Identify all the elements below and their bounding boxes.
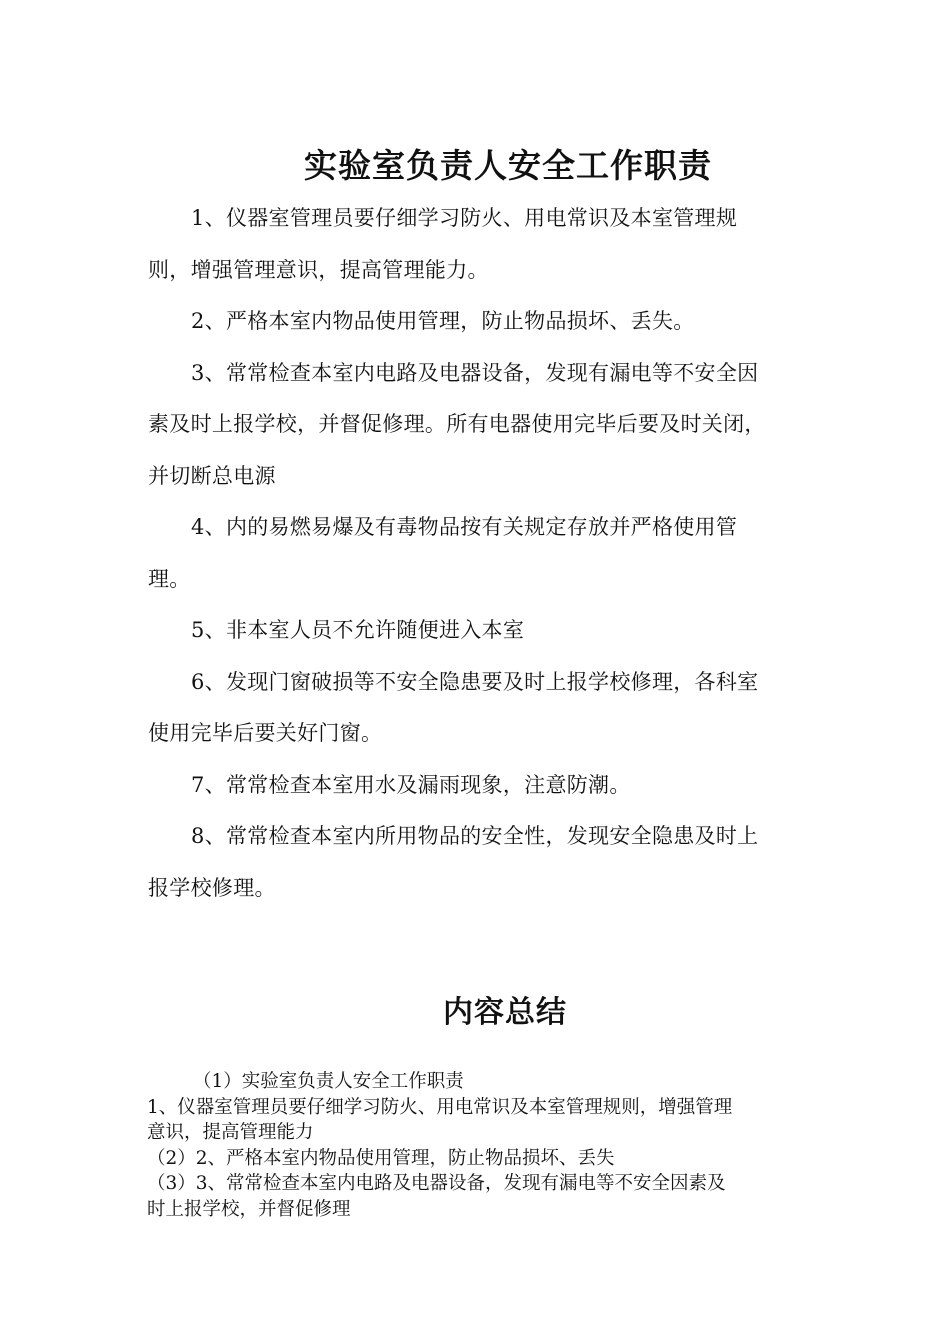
duty-paragraph (148, 348, 798, 503)
paragraph-line: 5、非本室人员不允许随便进入本室 (191, 618, 525, 642)
duty-paragraph (148, 811, 798, 914)
paragraph-line: 7、常常检查本室用水及漏雨现象，注意防潮。 (191, 772, 631, 797)
paragraph-line: 3、常常检查本室内电路及电器设备，发现有漏电等不安全因 (191, 360, 759, 385)
paragraph-line: 并切断总电源 (148, 463, 276, 488)
paragraph-line: 理。 (148, 566, 191, 591)
paragraph-line: 2、严格本室内物品使用管理，防止物品损坏、丢失。 (191, 309, 695, 333)
duty-paragraph (148, 760, 798, 812)
duty-paragraph (148, 657, 798, 760)
duty-paragraph (148, 193, 798, 296)
duty-paragraph (148, 296, 798, 348)
summary-line: 时上报学校，并督促修理 (147, 1198, 351, 1220)
summary-line: 1、仪器室管理员要仔细学习防火、用电常识及本室管理规则，增强管理 (147, 1096, 733, 1118)
summary-title: 内容总结 (443, 994, 567, 1030)
summary-line: 意识，提高管理能力 (147, 1122, 314, 1143)
duty-paragraph (148, 502, 798, 605)
summary-line: （3）3、常常检查本室内电路及电器设备，发现有漏电等不安全因素及 (147, 1173, 726, 1194)
document-title: 实验室负责人安全工作职责 (304, 146, 712, 186)
paragraph-line: 6、发现门窗破损等不安全隐患要及时上报学校修理，各科室 (191, 669, 759, 694)
paragraph-line: 则，增强管理意识，提高管理能力。 (148, 257, 489, 282)
paragraph-line: 素及时上报学校，并督促修理。所有电器使用完毕后要及时关闭， (148, 412, 766, 436)
paragraph-line: 报学校修理。 (148, 875, 276, 900)
paragraph-line: 8、常常检查本室内所用物品的安全性，发现安全隐患及时上 (191, 824, 759, 848)
summary-body (147, 1069, 807, 1222)
paragraph-line: 4、内的易燃易爆及有毒物品按有关规定存放并严格使用管 (191, 515, 738, 539)
duties-list (148, 193, 798, 914)
summary-line: （1）实验室负责人安全工作职责 (193, 1071, 464, 1092)
duty-paragraph (148, 605, 798, 657)
paragraph-line: 使用完毕后要关好门窗。 (148, 721, 383, 745)
paragraph-line: 1、仪器室管理员要仔细学习防火、用电常识及本室管理规 (191, 206, 738, 230)
summary-line: （2）2、严格本室内物品使用管理，防止物品损坏、丢失 (147, 1147, 615, 1169)
